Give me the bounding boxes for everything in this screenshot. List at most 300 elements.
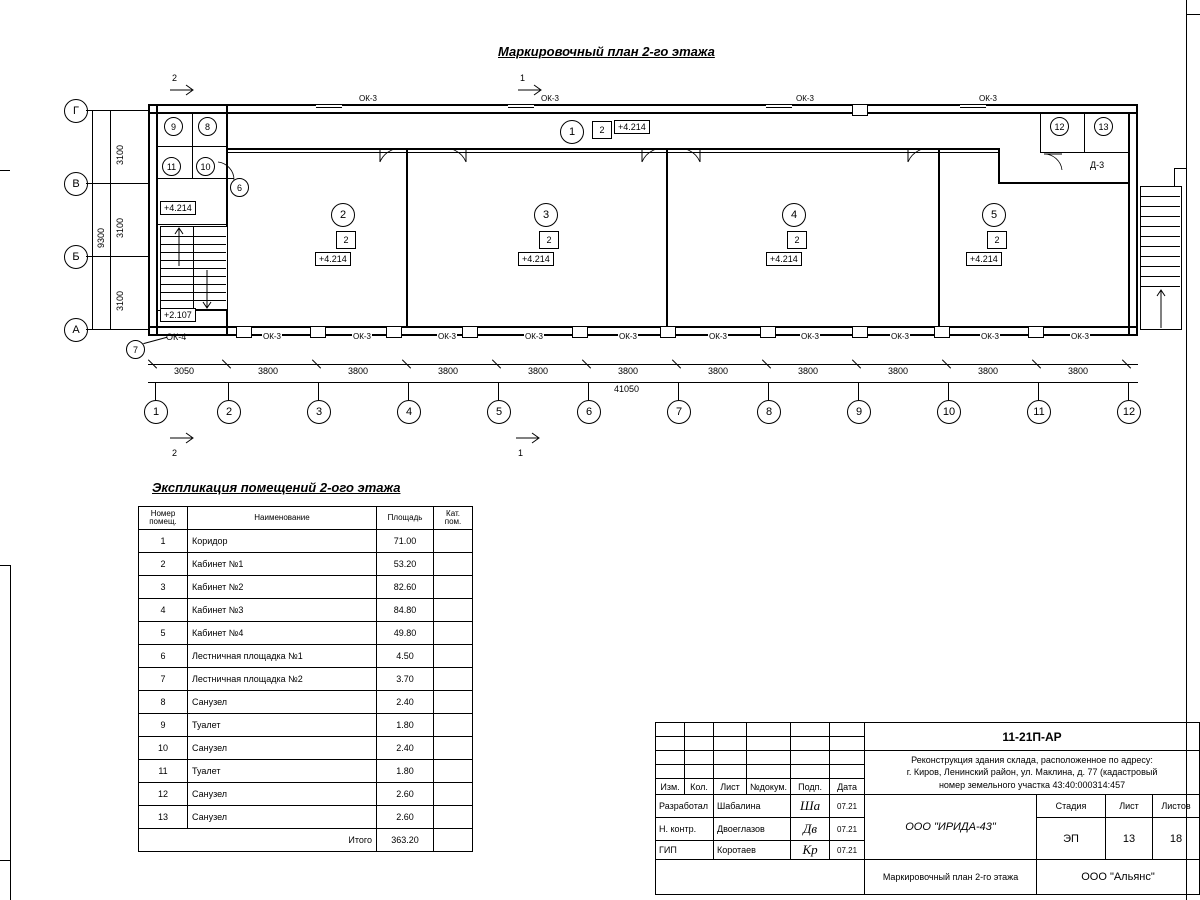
cell-name: Коридор: [188, 530, 377, 553]
room-marker-6: 6: [230, 178, 249, 197]
role-label-2: Н. контр.: [656, 818, 714, 841]
cell-name: Туалет: [188, 760, 377, 783]
axis-vline-3: [318, 383, 319, 401]
stamp-blank: [791, 751, 830, 765]
total-value: 363.20: [377, 829, 434, 852]
stamp-blank: [685, 737, 714, 751]
room-level-1: +4.214: [614, 120, 650, 134]
small-rooms-div-v1: [192, 114, 193, 146]
hdim-value-1: 3050: [174, 366, 195, 376]
axis-vline-10: [948, 383, 949, 401]
axis-vline-4: [408, 383, 409, 401]
partition-1: [406, 150, 408, 328]
cell-name: Санузел: [188, 806, 377, 829]
stamp-blank: [685, 723, 714, 737]
stamp-blank: [714, 765, 747, 779]
small-rooms-right-wall: [226, 104, 228, 152]
room-marker-7: 7: [126, 340, 145, 359]
table-row: [139, 783, 473, 806]
axis-letter-A: А: [64, 318, 88, 342]
project-code: 11-21П-АР: [865, 723, 1200, 751]
wall-top-inner: [148, 112, 1138, 114]
window-tick-t3: [766, 104, 792, 108]
section-mark-1-top: 1: [520, 73, 526, 83]
cell-name: Кабинет №2: [188, 576, 377, 599]
stair-step-l5: [160, 268, 193, 269]
section-mark-2-bottom: 2: [172, 448, 178, 458]
vdim-value-2: 3100: [115, 217, 125, 238]
wall-bottom-outer: [148, 326, 1138, 328]
col-header-data: Дата: [830, 779, 865, 795]
section-mark-2-top: 2: [172, 73, 178, 83]
stamp-row-blank-1: [656, 723, 1200, 737]
vdim-total: 9300: [96, 227, 106, 248]
stair-step-r2: [194, 244, 226, 245]
room-marker-3: 3: [534, 203, 558, 227]
stair-r-step2: [1140, 206, 1180, 207]
col-header-izm: Изм.: [656, 779, 685, 795]
corridor-wall-2: [226, 152, 1000, 153]
cell-name: Лестничная площадка №1: [188, 645, 377, 668]
window-tick-b3: [386, 326, 402, 338]
stair-r-step1: [1140, 196, 1180, 197]
cell-area: 1.80: [377, 760, 434, 783]
cell-area: 82.60: [377, 576, 434, 599]
stamp-blank: [656, 860, 865, 895]
window-tick-t1: [316, 104, 342, 108]
table-row: [139, 576, 473, 599]
cell-name: Кабинет №3: [188, 599, 377, 622]
axis-letter-V: В: [64, 172, 88, 196]
axis-vline-1: [155, 383, 156, 401]
title-block: [655, 722, 1200, 895]
wall-right-inner: [1128, 112, 1130, 336]
object-line-1: Реконструкция здания склада, расположенное по адресу:: [911, 755, 1153, 766]
stair-step-l9: [160, 300, 193, 301]
stair-arrow-left: [172, 226, 186, 266]
cell-name: Лестничная площадка №2: [188, 668, 377, 691]
room-floor-tag-3: 2: [539, 231, 559, 249]
table-header-row: [139, 507, 473, 530]
stamp-blank: [747, 751, 791, 765]
object-line-3: номер земельного участка 43:40:000314:457: [938, 779, 1126, 790]
window-tick-b6: [660, 326, 676, 338]
section-arrow-2-top: [170, 84, 198, 96]
window-tick-b1: [236, 326, 252, 338]
hdim-value-7: 3800: [708, 366, 729, 376]
axis-number-7: 7: [667, 400, 691, 424]
room12-13-div: [1084, 112, 1085, 152]
stamp-blank: [830, 723, 865, 737]
hdim-value-2: 3800: [258, 366, 279, 376]
cell-area: 2.60: [377, 783, 434, 806]
axis-letter-G: Г: [64, 99, 88, 123]
wall-left-inner: [156, 104, 158, 336]
stamp-bottom-row: [656, 860, 1200, 895]
header-number: Номер помещ.: [139, 507, 188, 530]
table-row: [139, 645, 473, 668]
cell-cat: [434, 553, 473, 576]
stair-r-step8: [1140, 266, 1180, 267]
room-level-4: +4.214: [766, 252, 802, 266]
window-label-top-2: ОК-3: [541, 94, 559, 103]
role-date-3: 07.21: [830, 841, 865, 860]
stair-arrow-right-2: [1154, 288, 1168, 328]
cell-area: 53.20: [377, 553, 434, 576]
stair-r-step9: [1140, 276, 1180, 277]
room-marker-2: 2: [331, 203, 355, 227]
window-label-bot-7: ОК-3: [801, 332, 819, 341]
axis-vline-11: [1038, 383, 1039, 401]
axis-number-6: 6: [577, 400, 601, 424]
room-marker-4: 4: [782, 203, 806, 227]
total-cat: [434, 829, 473, 852]
client-name: ООО "Альянс": [1037, 860, 1200, 895]
door-swing-6: [1042, 152, 1068, 172]
stamp-blank: [747, 765, 791, 779]
axis-vline-2: [228, 383, 229, 401]
cell-number: 9: [139, 714, 188, 737]
corridor-wall: [226, 148, 1000, 150]
cell-cat: [434, 622, 473, 645]
door-swing-5: [906, 148, 938, 164]
hdim-line: [148, 364, 1138, 365]
cell-number: 11: [139, 760, 188, 783]
axis-vline-6: [588, 383, 589, 401]
stage-header: Стадия: [1037, 795, 1106, 818]
hdim-line-2: [148, 382, 1138, 383]
frame-left-mark-2: [0, 565, 10, 566]
door-label-d3: Д-3: [1090, 160, 1105, 170]
role-name-3: Коротаев: [714, 841, 791, 860]
window-tick-b9: [934, 326, 950, 338]
room-marker-5: 5: [982, 203, 1006, 227]
stamp-blank: [656, 737, 685, 751]
axis-number-9: 9: [847, 400, 871, 424]
table-row: [139, 668, 473, 691]
stair-r-step4: [1140, 226, 1180, 227]
vdim-tick-1: [104, 110, 118, 111]
stamp-blank: [830, 737, 865, 751]
window-label-bot-1: ОК-3: [263, 332, 281, 341]
drawing-name: Маркировочный план 2-го этажа: [865, 860, 1037, 895]
hdim-value-11: 3800: [1068, 366, 1089, 376]
cell-area: 71.00: [377, 530, 434, 553]
cell-name: Кабинет №1: [188, 553, 377, 576]
cell-number: 4: [139, 599, 188, 622]
stair-step-r4: [194, 260, 226, 261]
sheets-value: 18: [1153, 818, 1200, 860]
room-floor-tag-5: 2: [987, 231, 1007, 249]
cell-cat: [434, 783, 473, 806]
cell-area: 3.70: [377, 668, 434, 691]
room12-13-left: [1040, 112, 1041, 152]
cell-cat: [434, 530, 473, 553]
vdim-value-3: 3100: [115, 290, 125, 311]
window-tick-b10: [1028, 326, 1044, 338]
window-label-bot-2: ОК-3: [353, 332, 371, 341]
frame-left-mark-4: [0, 860, 10, 861]
door-swing-4: [670, 148, 702, 164]
cell-cat: [434, 806, 473, 829]
axis-vline-9: [858, 383, 859, 401]
cell-area: 1.80: [377, 714, 434, 737]
small-rooms-div-v2: [192, 146, 193, 178]
stair-r-step10: [1140, 286, 1180, 287]
axis-number-3: 3: [307, 400, 331, 424]
stamp-blank: [791, 737, 830, 751]
stair-step-r3: [194, 252, 226, 253]
table-row: [139, 530, 473, 553]
room-marker-8: 8: [198, 117, 217, 136]
door-swing-2: [436, 148, 468, 164]
cell-area: 2.60: [377, 806, 434, 829]
window-tick-t2: [508, 104, 534, 108]
axis-number-5: 5: [487, 400, 511, 424]
room-marker-1: 1: [560, 120, 584, 144]
sheets-header: Листов: [1153, 795, 1200, 818]
cell-name: Санузел: [188, 737, 377, 760]
table-row: [139, 553, 473, 576]
window-label-bot-9: ОК-3: [981, 332, 999, 341]
role-label-1: Разработал: [656, 795, 714, 818]
window-tick-b2: [310, 326, 326, 338]
role-date-2: 07.21: [830, 818, 865, 841]
stair-step-l7: [160, 284, 193, 285]
stamp-blank: [656, 765, 685, 779]
signature-1: Ша: [791, 795, 830, 818]
cell-area: 4.50: [377, 645, 434, 668]
sheet-value: 13: [1106, 818, 1153, 860]
header-area: Площадь: [377, 507, 434, 530]
level-mark-landing-1: +4.214: [160, 201, 196, 215]
room-marker-9: 9: [164, 117, 183, 136]
room-marker-12: 12: [1050, 117, 1069, 136]
stamp-blank: [830, 765, 865, 779]
door-swing-3: [640, 148, 672, 164]
cell-number: 2: [139, 553, 188, 576]
section-mark-1-bottom: 1: [518, 448, 524, 458]
partition-2: [666, 150, 668, 328]
wall-right-outer: [1136, 104, 1138, 336]
section-arrow-1-top: [518, 84, 546, 96]
cell-cat: [434, 599, 473, 622]
header-category: Кат. пом.: [434, 507, 473, 530]
room-floor-tag-1: 2: [592, 121, 612, 139]
stamp-blank: [747, 723, 791, 737]
window-label-top-4: ОК-3: [979, 94, 997, 103]
cell-cat: [434, 737, 473, 760]
col-header-ndok: №докум.: [747, 779, 791, 795]
col-header-kol: Кол.: [685, 779, 714, 795]
stair-step-r5: [194, 268, 226, 269]
table-body: [139, 530, 473, 852]
object-line-2: г. Киров, Ленинский район, ул. Маклина, д. 77 (кадастровый: [906, 767, 1158, 778]
axis-number-4: 4: [397, 400, 421, 424]
wall-left-outer: [148, 104, 150, 336]
cell-number: 7: [139, 668, 188, 691]
stamp-row-blank-3: [656, 751, 1200, 765]
cell-cat: [434, 714, 473, 737]
vdim-tick-3: [104, 256, 118, 257]
cell-cat: [434, 760, 473, 783]
axis-number-8: 8: [757, 400, 781, 424]
window-label-bot-8: ОК-3: [891, 332, 909, 341]
vdim-tick-4: [104, 329, 118, 330]
room-level-2: +4.214: [315, 252, 351, 266]
window-label-top-1: ОК-3: [359, 94, 377, 103]
stair-r-step7: [1140, 256, 1180, 257]
window-tick-t4: [960, 104, 986, 108]
window-tick-b5: [572, 326, 588, 338]
stair-area-top: [158, 224, 228, 225]
room-explication-table: [138, 506, 473, 852]
stamp-blank: [830, 751, 865, 765]
axis-vline-12: [1128, 383, 1129, 401]
stair-step-l6: [160, 276, 193, 277]
role-date-1: 07.21: [830, 795, 865, 818]
hdim-value-6: 3800: [618, 366, 639, 376]
wall-top-outer: [148, 104, 1138, 106]
door-swing-1: [378, 148, 410, 164]
stamp-blank: [656, 751, 685, 765]
vdim-line-inner: [110, 110, 111, 329]
cell-area: 49.80: [377, 622, 434, 645]
cell-number: 13: [139, 806, 188, 829]
axis-number-2: 2: [217, 400, 241, 424]
role-name-2: Двоеглазов: [714, 818, 791, 841]
stamp-role-row-1: [656, 795, 1200, 818]
cell-name: Санузел: [188, 783, 377, 806]
axis-number-10: 10: [937, 400, 961, 424]
hdim-value-9: 3800: [888, 366, 909, 376]
window-label-bot-6: ОК-3: [709, 332, 727, 341]
window-label-bot-4: ОК-3: [525, 332, 543, 341]
signature-2: Дв: [791, 818, 830, 841]
section-arrow-2-bottom: [170, 432, 198, 444]
leader-7: [143, 337, 166, 344]
vdim-value-1: 3100: [115, 144, 125, 165]
plan-title: Маркировочный план 2-го этажа: [498, 44, 715, 59]
cell-name: Туалет: [188, 714, 377, 737]
cell-area: 2.40: [377, 737, 434, 760]
axis-vline-7: [678, 383, 679, 401]
stamp-blank: [747, 737, 791, 751]
hdim-value-10: 3800: [978, 366, 999, 376]
window-label-bot-3: ОК-3: [438, 332, 456, 341]
design-company: ООО "ИРИДА-43": [865, 795, 1037, 860]
stair-mid-divider: [193, 226, 194, 308]
cell-cat: [434, 645, 473, 668]
window-tick-b4: [462, 326, 478, 338]
cell-number: 5: [139, 622, 188, 645]
corridor-wall-right-step2: [998, 182, 1128, 184]
stamp-blank: [685, 751, 714, 765]
cell-number: 8: [139, 691, 188, 714]
total-label: Итого: [139, 829, 377, 852]
cell-name: Кабинет №4: [188, 622, 377, 645]
role-label-3: ГИП: [656, 841, 714, 860]
col-header-list: Лист: [714, 779, 747, 795]
window-label-top-3: ОК-3: [796, 94, 814, 103]
stair-step-r1: [194, 236, 226, 237]
axis-vline-8: [768, 383, 769, 401]
door-label-ok4: ОК-4: [166, 332, 187, 342]
axis-number-11: 11: [1027, 400, 1051, 424]
window-tick-b7: [760, 326, 776, 338]
stamp-blank: [714, 751, 747, 765]
hdim-value-8: 3800: [798, 366, 819, 376]
col-header-podp: Подп.: [791, 779, 830, 795]
table-row: [139, 691, 473, 714]
room-marker-11: 11: [162, 157, 181, 176]
leader-6: [222, 178, 234, 179]
axis-vline-5: [498, 383, 499, 401]
table-row: [139, 714, 473, 737]
cell-name: Санузел: [188, 691, 377, 714]
cell-area: 2.40: [377, 691, 434, 714]
axis-number-12: 12: [1117, 400, 1141, 424]
frame-left-mark-3: [10, 565, 11, 900]
table-row: [139, 599, 473, 622]
cell-number: 6: [139, 645, 188, 668]
hdim-value-4: 3800: [438, 366, 459, 376]
table-row: [139, 806, 473, 829]
vdim-line-outer: [92, 110, 93, 329]
window-label-bot-10: ОК-3: [1071, 332, 1089, 341]
table-row: [139, 760, 473, 783]
stage-value: ЭП: [1037, 818, 1106, 860]
cell-number: 10: [139, 737, 188, 760]
hdim-value-5: 3800: [528, 366, 549, 376]
stamp-blank: [714, 723, 747, 737]
stair-step-l8: [160, 292, 193, 293]
cell-number: 12: [139, 783, 188, 806]
section-arrow-1-bottom: [516, 432, 544, 444]
room-floor-tag-2: 2: [336, 231, 356, 249]
room-level-5: +4.214: [966, 252, 1002, 266]
axis-number-1: 1: [144, 400, 168, 424]
stair-r-step6: [1140, 246, 1180, 247]
window-tick-t5: [852, 104, 868, 116]
hdim-value-3: 3800: [348, 366, 369, 376]
stair-r-step3: [1140, 216, 1180, 217]
room-marker-13: 13: [1094, 117, 1113, 136]
stamp-blank: [714, 737, 747, 751]
object-description: [865, 751, 1200, 795]
table-row: [139, 622, 473, 645]
room-marker-10: 10: [196, 157, 215, 176]
header-name: Наименование: [188, 507, 377, 530]
level-mark-landing-2: +2.107: [160, 308, 196, 322]
partition-3: [938, 150, 940, 328]
corridor-wall-right-step: [998, 148, 1000, 184]
hdim-total: 41050: [614, 384, 640, 394]
cell-area: 84.80: [377, 599, 434, 622]
cell-number: 3: [139, 576, 188, 599]
room-floor-tag-4: 2: [787, 231, 807, 249]
signature-3: Кр: [791, 841, 830, 860]
stair-r-step5: [1140, 236, 1180, 237]
table-title: Экспликация помещений 2-ого этажа: [152, 480, 401, 495]
stamp-blank: [685, 765, 714, 779]
cell-cat: [434, 576, 473, 599]
sheet-header: Лист: [1106, 795, 1153, 818]
window-label-bot-5: ОК-3: [619, 332, 637, 341]
table-total-row: [139, 829, 473, 852]
stamp-blank: [791, 723, 830, 737]
stair-arrow-right: [200, 270, 214, 310]
